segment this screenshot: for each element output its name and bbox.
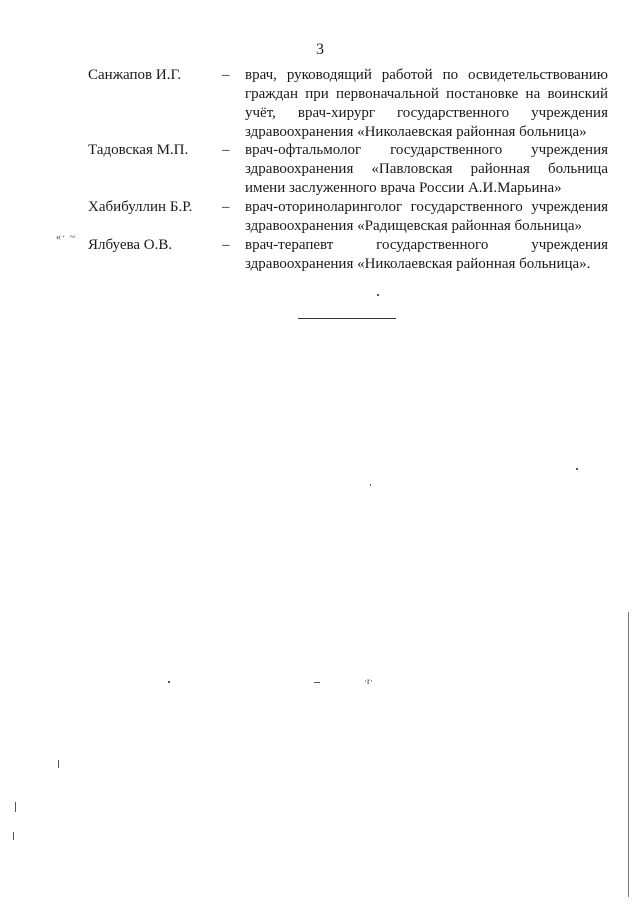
bottom-scan-mark: ·r· bbox=[364, 676, 373, 686]
scan-speck bbox=[377, 294, 379, 296]
closing-rule bbox=[298, 318, 396, 319]
member-name: Ялбуева О.В. bbox=[88, 237, 173, 253]
page-number: 3 bbox=[316, 41, 324, 58]
member-entry bbox=[88, 198, 608, 236]
member-name: Хабибуллин Б.Р. bbox=[88, 199, 193, 215]
scan-speck bbox=[168, 681, 170, 683]
member-entry bbox=[88, 141, 608, 198]
member-name: Санжапов И.Г. bbox=[88, 67, 182, 83]
scan-speck bbox=[58, 760, 59, 768]
member-entry bbox=[88, 66, 608, 141]
member-description: врач-оториноларинголог государственного учреждения здравоохранения «Радищевская районная больница» bbox=[245, 199, 608, 234]
scan-speck bbox=[576, 468, 578, 470]
scan-speck bbox=[370, 484, 371, 486]
dash-separator: – bbox=[222, 237, 230, 253]
member-entry bbox=[88, 236, 608, 274]
member-description: врач-терапевт государственного учреждения здравоохранения «Николаевская районная больница». bbox=[245, 237, 608, 272]
scan-edge-line bbox=[628, 612, 629, 897]
member-description: врач-офтальмолог государственного учреждения здравоохранения «Павловская районная больница имени заслуженного врача России А.И.Марьина» bbox=[245, 142, 608, 196]
member-name: Тадовская М.П. bbox=[88, 142, 189, 158]
member-description: врач, руководящий работой по освидетельствованию граждан при первоначальной постановке на воинский учёт, врач-хирург государственного учреждения здравоохранения «Николаевская районная больница» bbox=[245, 67, 608, 140]
commission-member-list bbox=[88, 66, 608, 274]
scan-speck bbox=[15, 802, 16, 812]
dash-separator: – bbox=[222, 142, 230, 158]
dash-separator: – bbox=[222, 199, 230, 215]
margin-scan-mark: «· ~ bbox=[56, 232, 77, 243]
dash-separator: – bbox=[222, 67, 230, 83]
scan-speck bbox=[13, 832, 14, 840]
scan-speck bbox=[314, 682, 320, 683]
